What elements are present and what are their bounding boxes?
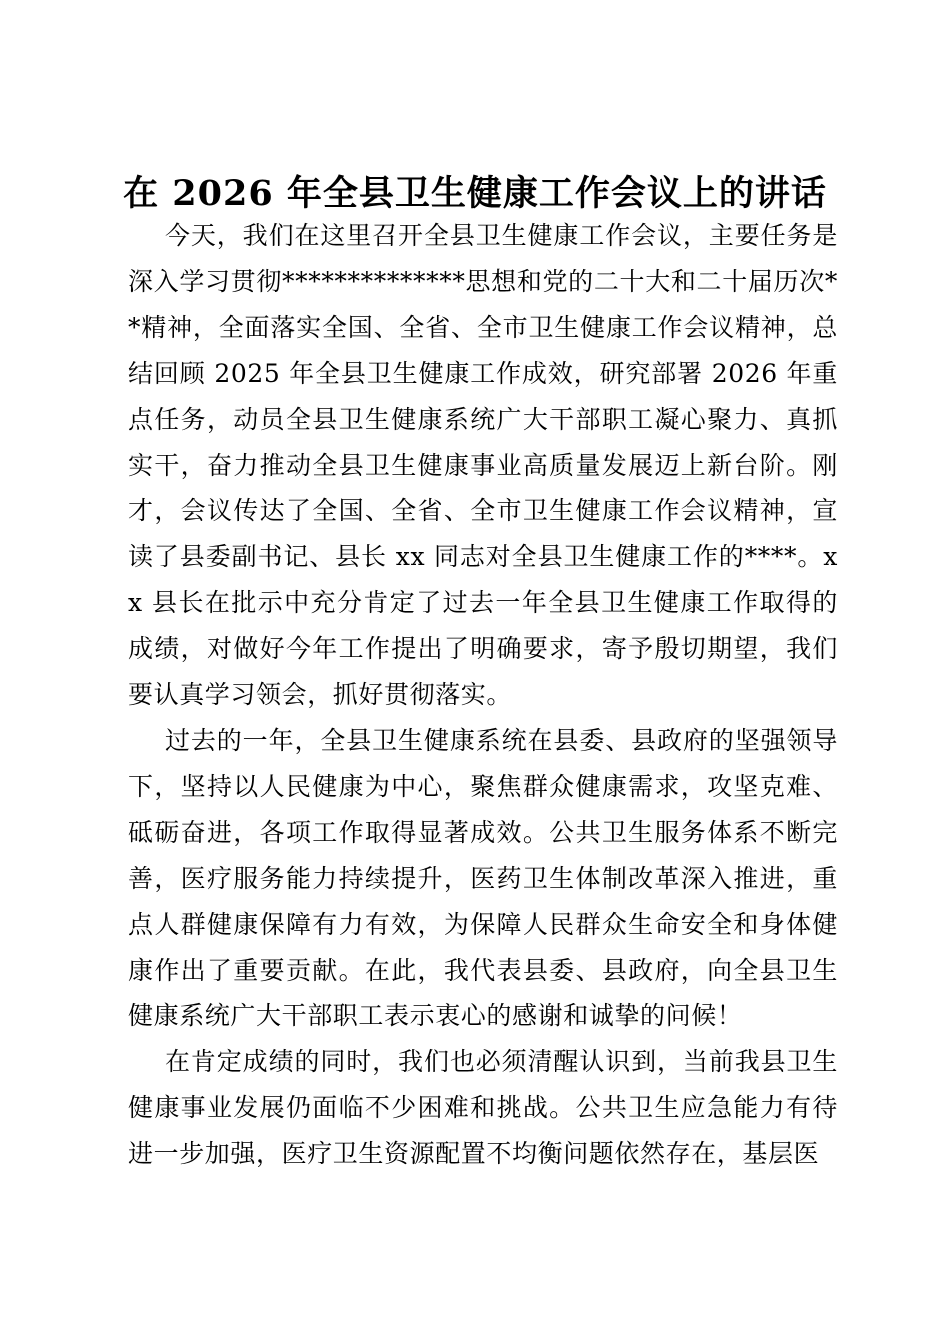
document-body [128, 213, 838, 1177]
paragraph-achievements: 过去的一年，全县卫生健康系统在县委、县政府的坚强领导下，坚持以人民健康为中心，聚焦群众健康需求，攻坚克难、砥砺奋进，各项工作取得显著成效。公共卫生服务体系不断完善，医疗服务能力持续提升，医药卫生体制改革深入推进，重点人群健康保障有力有效，为保障人民群众生命安全和身体健康作出了重要贡献。在此，我代表县委、县政府，向全县卫生健康系统广大干部职工表示衷心的感谢和诚挚的问候！ [128, 725, 838, 1031]
paragraph-opening: 今天，我们在这里召开全县卫生健康工作会议，主要任务是深入学习贯彻**************思想和党的二十大和二十届历次**精神，全面落实全国、全省、全市卫生健康工作会议精神，总结回顾 2025 年全县卫生健康工作成效，研究部署 2026 年重点任务，动员全县卫生健康系统广大干部职工凝心聚力、真抓实干，奋力推动全县卫生健康事业高质量发展迈上新台阶。刚才，会议传达了全国、全省、全市卫生健康工作会议精神，宣读了县委副书记、县长 xx 同志对全县卫生健康工作的****。xx 县长在批示中充分肯定了过去一年全县卫生健康工作取得的成绩，对做好今年工作提出了明确要求，寄予殷切期望，我们要认真学习领会，抓好贯彻落实。 [128, 221, 838, 710]
paragraph-challenges: 在肯定成绩的同时，我们也必须清醒认识到，当前我县卫生健康事业发展仍面临不少困难和挑战。公共卫生应急能力有待进一步加强，医疗卫生资源配置不均衡问题依然存在，基层医 [128, 1047, 838, 1169]
document-title: 在 2026 年全县卫生健康工作会议上的讲话 [123, 173, 827, 214]
